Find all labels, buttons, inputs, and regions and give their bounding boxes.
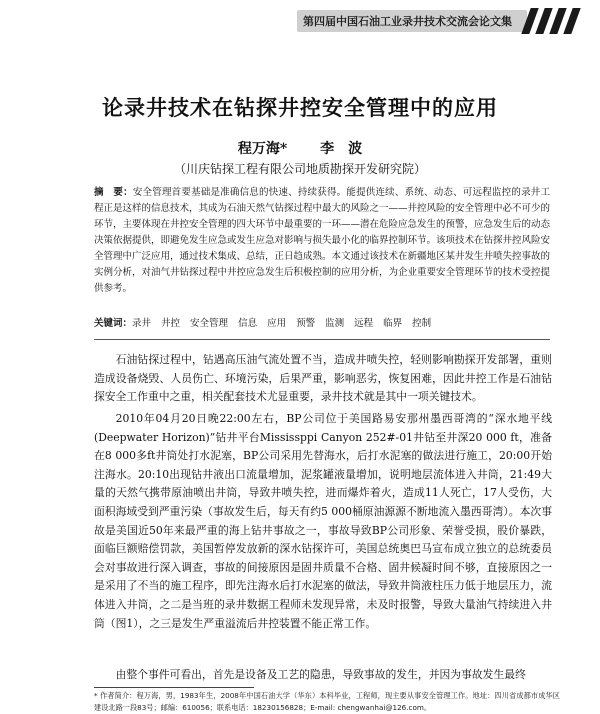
footnote-divider bbox=[94, 687, 254, 688]
abstract bbox=[94, 185, 550, 297]
keyword-item: 信息 bbox=[238, 318, 258, 329]
keyword-item: 安全管理 bbox=[190, 318, 229, 329]
affiliation: （川庆钻探工程有限公司地质勘探开发研究院） bbox=[173, 162, 426, 176]
abstract-label: 摘 要： bbox=[94, 187, 133, 198]
author-line bbox=[0, 138, 600, 158]
author-footnote: * 作者简介：程万海，男，1983年生，2008年中国石油大学（华东）本科毕业，工程师，现主要从事安全管理工作。地址：四川省成都市成华区建设北路一段83号；邮编：610056；联系电话：18230156828；E-mail: chengwanhai@126.com。 bbox=[94, 691, 560, 712]
article-title: 论录井技术在钻探井控安全管理中的应用 bbox=[102, 96, 498, 120]
keyword-item: 控制 bbox=[412, 318, 432, 329]
abstract-text: 安全管理首要基础是准确信息的快速、持续获得。能提供连续、系统、动态、可远程监控的录井工程正是这样的信息技术，其成为石油天然气钻探过程中最大的风险之一——井控风险的安全管理中必不可少的环节，主要体现在井控安全管理的四大环节中最重要的一环——潜在危险应急发生的预警，应急发生后的动态决策依据提供，即避免发生应急或发生应急对影响与损失最小化的临界控制环节。该项技术在钻探井控风险安全管理中广泛应用，通过技术集成、总结，正日趋成熟。本文通过该技术在新疆地区某井发生井喷失控事故的实例分析，对油气井钻探过程中井控应急发生后积极控制的应用分析，为企业重要安全管理环节的技术受控提供参考。 bbox=[94, 187, 551, 294]
header-stripes-decoration bbox=[520, 8, 590, 34]
keywords-label: 关键词： bbox=[94, 318, 133, 329]
keyword-item: 应用 bbox=[267, 318, 287, 329]
keyword-item: 监测 bbox=[325, 318, 345, 329]
keyword-item: 录井 bbox=[132, 318, 152, 329]
body-paragraph-2: 2010年04月20日晚22:00左右，BP公司位于美国路易安那州墨西哥湾的“深水地平线(Deepwater Horizon)”钻井平台Mississppi Canyon 252#-01井钻至井深20 000 ft，准备在8 000多ft井筒处打水泥塞，BP公司采用先替海水，后打水泥塞的做法进行施工，20:00开始注海水。20:10出现钻井液出口流量增加，泥浆罐液量增加，说明地层流体进入井筒，21:49大量的天然气携带原油喷出井筒，导致井喷失控，进而爆炸着火，造成11人死亡，17人受伤，大面积海域受到严重污染（事故发生后，每天有约5 000桶原油源源不断地流入墨西哥湾）。本次事故是美国近50年来最严重的海上钻井事故之一，事故导致BP公司形象、荣誉受损，股价暴跌，面临巨额赔偿罚款，美国暂停发放新的深水钻探许可，美国总统奥巴马宣布成立独立的总统委员会对事故进行深入调查，事故的间接原因是固井质量不合格、固井候凝时间不够，直接原因之一是采用了不当的施工程序，即先注海水后打水泥塞的做法，导致井筒液柱压力低于地层压力，流体进入井筒，之二是当班的录井数据工程师未发现异常，未及时报警，导致大量油气持续进入井筒（图1），之三是发生严重溢流后井控装置不能正常工作。 bbox=[94, 412, 552, 630]
keyword-item: 远程 bbox=[354, 318, 374, 329]
journal-header: 第四届中国石油工业录井技术交流会论文集 bbox=[303, 15, 512, 28]
keyword-item: 井控 bbox=[161, 318, 181, 329]
section-divider bbox=[94, 339, 550, 340]
keywords bbox=[94, 316, 550, 332]
author-1: 程万海* bbox=[237, 141, 288, 157]
body-paragraph-3: 由整个事件可看出，首先是设备及工艺的隐患，导致事故的发生，并因为事故发生最终 bbox=[115, 668, 526, 681]
keyword-item: 临界 bbox=[383, 318, 403, 329]
body-paragraph-1: 石油钻探过程中，钻遇高压油气流处置不当，造成井喷失控，轻则影响勘探开发部署，重则造成设备烧毁、人员伤亡、环境污染，后果严重，影响恶劣，恢复困难，因此井控工作是石油钻探安全工作重中之重，相关配套技术尤显重要，录井技术就是其中一项关键技术。 bbox=[94, 353, 552, 404]
author-2: 李 波 bbox=[320, 141, 363, 157]
keyword-item: 预警 bbox=[296, 318, 316, 329]
